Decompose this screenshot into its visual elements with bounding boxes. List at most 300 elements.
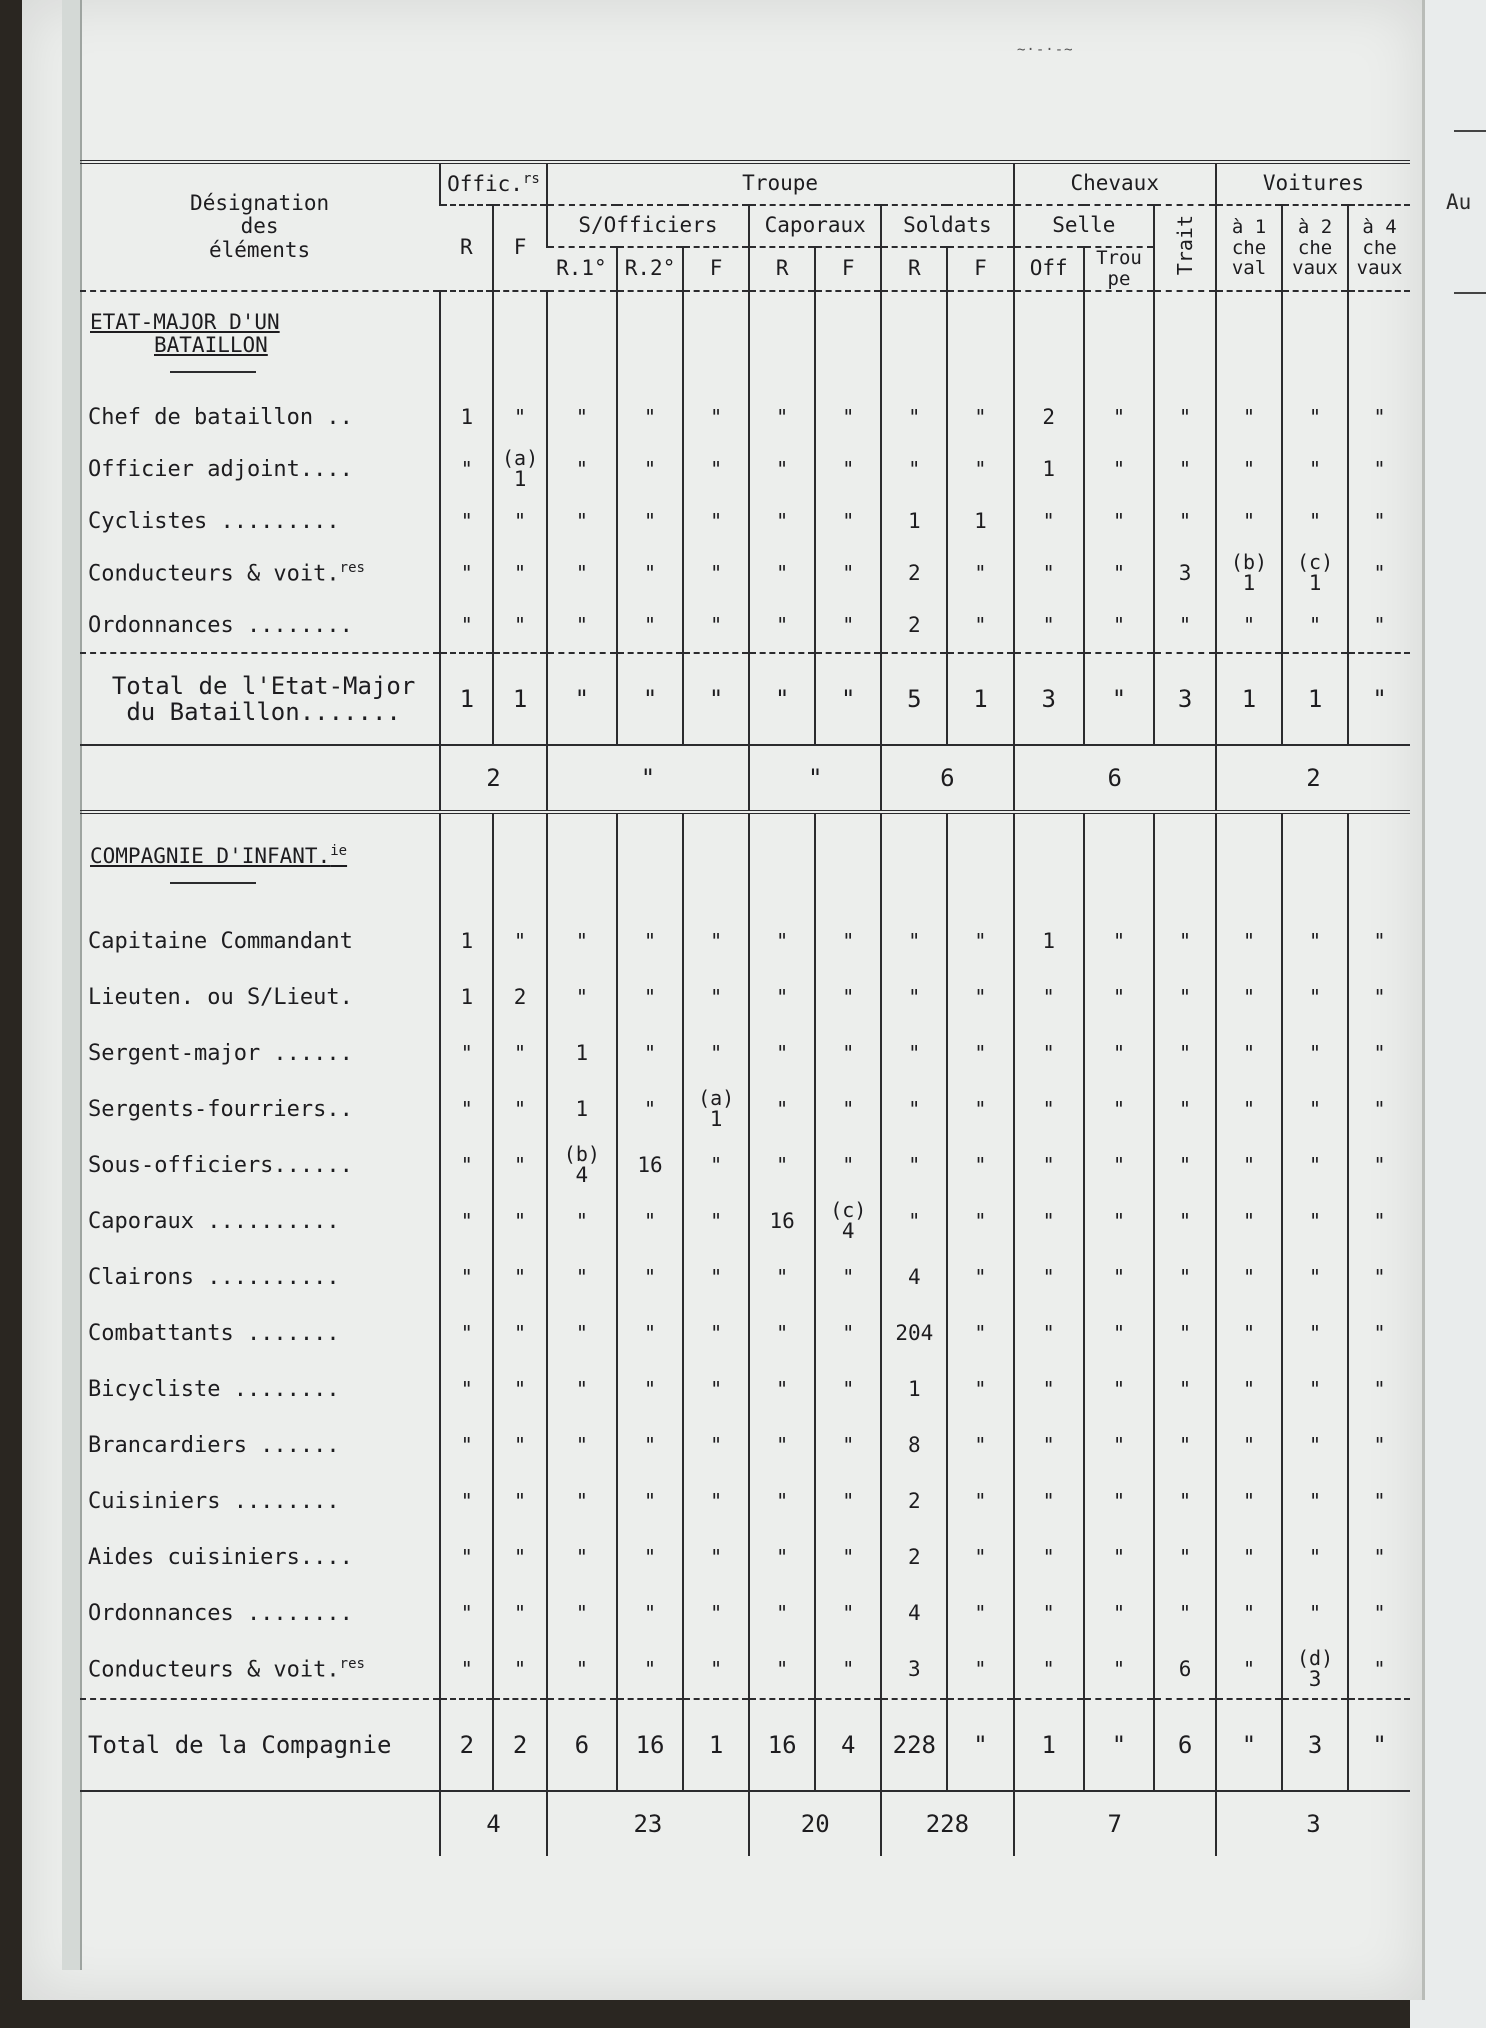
row-label: Sergent-major ......	[88, 1040, 353, 1066]
table-cell: "	[617, 1642, 683, 1699]
selle-header: Selle	[1014, 205, 1155, 247]
table-cell: "	[1154, 1306, 1216, 1362]
table-cell: "	[440, 1306, 493, 1362]
table-cell: "	[749, 600, 815, 653]
table-cell: "	[815, 444, 881, 496]
table-cell: "	[1216, 600, 1282, 653]
etat-major-rows	[80, 392, 1410, 653]
troupe-header: Troupe	[547, 162, 1014, 205]
table-cell: "	[683, 1586, 749, 1642]
table-row	[80, 914, 1410, 970]
table-cell: "	[1282, 392, 1348, 444]
table-cell: "	[617, 1362, 683, 1418]
table-cell: "	[683, 392, 749, 444]
table-cell: "	[749, 1362, 815, 1418]
table-cell: "	[1084, 496, 1154, 548]
table-cell: "	[1348, 444, 1410, 496]
table-cell: "	[815, 1082, 881, 1138]
table-cell: "	[1014, 600, 1084, 653]
table-cell: "	[1216, 1586, 1282, 1642]
table-row	[80, 1194, 1410, 1250]
chevaux-header: Chevaux	[1014, 162, 1216, 205]
table-cell: "	[617, 914, 683, 970]
table-cell: "	[1216, 1194, 1282, 1250]
table-row	[80, 1530, 1410, 1586]
table-cell: (a) 1	[493, 444, 546, 496]
table-cell: "	[440, 1026, 493, 1082]
table-cell: "	[1084, 600, 1154, 653]
table-cell: "	[617, 548, 683, 600]
officiers-f-header: F	[493, 205, 546, 291]
table-cell: "	[547, 444, 617, 496]
section-compagnie	[80, 812, 1410, 914]
table-cell: "	[493, 1642, 546, 1699]
table-cell: 1	[1014, 914, 1084, 970]
table-cell: 1	[440, 970, 493, 1026]
table-cell: "	[1014, 1474, 1084, 1530]
table-cell: 1	[947, 496, 1013, 548]
table-cell: "	[493, 496, 546, 548]
table-cell: "	[1154, 1362, 1216, 1418]
table-cell: "	[1014, 548, 1084, 600]
row-label: Cuisiniers ........	[88, 1488, 340, 1514]
soldats-header: Soldats	[881, 205, 1013, 247]
voiture-2-chevaux-header: à 2 che vaux	[1282, 205, 1348, 291]
table-cell: "	[440, 496, 493, 548]
table-cell: 3	[881, 1642, 947, 1699]
table-cell: "	[815, 914, 881, 970]
table-cell: "	[815, 1418, 881, 1474]
table-cell: "	[1216, 914, 1282, 970]
table-cell: "	[1084, 1418, 1154, 1474]
table-cell: "	[493, 1194, 546, 1250]
table-row	[80, 1474, 1410, 1530]
pencil-mark: ~·-·-~	[1017, 42, 1074, 58]
table-cell: "	[815, 1642, 881, 1699]
summary-cell: 2	[1216, 745, 1410, 812]
table-cell: "	[1084, 1082, 1154, 1138]
table-cell: "	[493, 1530, 546, 1586]
total-cell: 3	[1154, 653, 1216, 745]
table-cell: "	[815, 1306, 881, 1362]
table-row	[80, 1586, 1410, 1642]
summary-cell: "	[547, 745, 749, 812]
table-cell: "	[1154, 1082, 1216, 1138]
table-cell: "	[1154, 914, 1216, 970]
table-cell: "	[1014, 1418, 1084, 1474]
table-cell: "	[1216, 970, 1282, 1026]
row-label: Conducteurs & voit.$^{res}$	[88, 1656, 365, 1683]
table-cell: "	[617, 1194, 683, 1250]
table-cell: "	[1154, 600, 1216, 653]
adjacent-page-rule	[1454, 292, 1486, 294]
table-cell: "	[1216, 1082, 1282, 1138]
total-label: Total de la Compagnie	[80, 1699, 440, 1791]
table-cell: "	[683, 600, 749, 653]
total-cell: 2	[493, 1699, 546, 1791]
table-cell: "	[749, 496, 815, 548]
table-cell: "	[1348, 1418, 1410, 1474]
table-row	[80, 1306, 1410, 1362]
row-label: Brancardiers ......	[88, 1432, 340, 1458]
officiers-r-header: R	[440, 205, 493, 291]
table-cell: 1	[1014, 444, 1084, 496]
table-cell: "	[1014, 970, 1084, 1026]
table-cell: "	[1348, 392, 1410, 444]
section-etat-major	[80, 291, 1410, 392]
total-cell: 3	[1282, 1699, 1348, 1791]
total-row-etat-major	[80, 653, 1410, 745]
so-r1-header: R.1°	[547, 247, 617, 291]
total-cell: 1	[683, 1699, 749, 1791]
table-cell: "	[440, 1474, 493, 1530]
summary-label	[80, 745, 440, 812]
table-cell: "	[1084, 1362, 1154, 1418]
total-label: Total de l'Etat-Major du Bataillon.......	[80, 653, 440, 745]
table-cell: "	[947, 392, 1013, 444]
table-cell: "	[1282, 1586, 1348, 1642]
table-cell: "	[1348, 496, 1410, 548]
table-cell: "	[815, 392, 881, 444]
table-cell: "	[547, 914, 617, 970]
table-cell: "	[1084, 1250, 1154, 1306]
summary-cell: 23	[547, 1791, 749, 1856]
table-cell: "	[1216, 1306, 1282, 1362]
total-cell: "	[1084, 1699, 1154, 1791]
table-cell: "	[1348, 600, 1410, 653]
table-cell: "	[1282, 444, 1348, 496]
total-cell: 3	[1014, 653, 1084, 745]
table-cell: "	[1084, 1530, 1154, 1586]
table-cell: "	[683, 1138, 749, 1194]
table-cell: "	[947, 970, 1013, 1026]
table-cell: "	[617, 392, 683, 444]
table-cell: "	[881, 1082, 947, 1138]
table-cell: "	[1084, 392, 1154, 444]
row-label: Ordonnances ........	[88, 612, 353, 638]
table-cell: "	[947, 1306, 1013, 1362]
table-cell: "	[547, 1194, 617, 1250]
table-row	[80, 1082, 1410, 1138]
table-cell: "	[617, 1082, 683, 1138]
table-cell: "	[617, 1474, 683, 1530]
table-cell: "	[1014, 496, 1084, 548]
table-cell: "	[1216, 1250, 1282, 1306]
table-cell: "	[493, 548, 546, 600]
summary-cell: 7	[1014, 1791, 1216, 1856]
table-cell: 3	[1154, 548, 1216, 600]
table-cell: "	[1154, 970, 1216, 1026]
so-r2-header: R.2°	[617, 247, 683, 291]
table-cell: 1	[547, 1082, 617, 1138]
table-cell: "	[947, 1362, 1013, 1418]
table-cell: "	[1084, 1586, 1154, 1642]
table-row	[80, 970, 1410, 1026]
table-cell: "	[683, 496, 749, 548]
table-cell: "	[947, 1194, 1013, 1250]
table-cell: "	[493, 914, 546, 970]
page-edge	[62, 0, 82, 1970]
table-cell: "	[749, 1586, 815, 1642]
table-cell: "	[547, 1250, 617, 1306]
total-cell: 1	[1282, 653, 1348, 745]
table-cell: "	[881, 444, 947, 496]
table-cell: "	[815, 1530, 881, 1586]
table-row	[80, 1362, 1410, 1418]
table-cell: "	[749, 444, 815, 496]
table-row	[80, 444, 1410, 496]
table-cell: "	[947, 1418, 1013, 1474]
table-cell: "	[815, 970, 881, 1026]
compagnie-rows	[80, 914, 1410, 1699]
summary-cell: 2	[440, 745, 547, 812]
table-cell: (d) 3	[1282, 1642, 1348, 1699]
table-cell: "	[683, 1362, 749, 1418]
table-cell: 1	[881, 1362, 947, 1418]
table-cell: "	[881, 392, 947, 444]
sol-f-header: F	[947, 247, 1013, 291]
table-cell: "	[617, 1530, 683, 1586]
table-cell: "	[947, 1642, 1013, 1699]
table-cell: "	[1348, 1306, 1410, 1362]
designation-header	[80, 162, 440, 291]
table-cell: "	[1282, 970, 1348, 1026]
table-cell: 1	[547, 1026, 617, 1082]
table-cell: "	[1282, 1250, 1348, 1306]
table-row	[80, 1642, 1410, 1699]
table-cell: "	[947, 444, 1013, 496]
table-cell: "	[1216, 444, 1282, 496]
table-cell: "	[617, 600, 683, 653]
table-cell: "	[617, 496, 683, 548]
table-cell: "	[547, 392, 617, 444]
table-cell: "	[1014, 1250, 1084, 1306]
table-cell: "	[493, 392, 546, 444]
table-cell: "	[1084, 1194, 1154, 1250]
selle-troupe-header: Trou pe	[1084, 247, 1154, 291]
table-cell: "	[493, 1586, 546, 1642]
total-cell: 5	[881, 653, 947, 745]
table-cell: "	[815, 1250, 881, 1306]
table-cell: (b) 4	[547, 1138, 617, 1194]
total-cell: 6	[1154, 1699, 1216, 1791]
designation-line: des	[240, 214, 279, 239]
table-cell: "	[1348, 1082, 1410, 1138]
total-cell: "	[1348, 653, 1410, 745]
table-cell: "	[1348, 1194, 1410, 1250]
table-cell: "	[815, 548, 881, 600]
table-cell: "	[493, 1138, 546, 1194]
table-cell: "	[440, 444, 493, 496]
table-cell: "	[683, 1026, 749, 1082]
table-cell: "	[617, 1418, 683, 1474]
table-cell: "	[683, 1642, 749, 1699]
table-cell: "	[440, 1082, 493, 1138]
table-cell: "	[1014, 1306, 1084, 1362]
total-cell: 228	[881, 1699, 947, 1791]
table-cell: "	[1348, 1642, 1410, 1699]
table-cell: "	[749, 548, 815, 600]
table-cell: "	[1282, 914, 1348, 970]
table-cell: "	[1154, 444, 1216, 496]
row-label: Conducteurs & voit.$^{res}$	[88, 560, 365, 587]
summary-row-compagnie	[80, 1791, 1410, 1856]
table-cell: "	[1014, 1362, 1084, 1418]
table-cell: "	[1216, 1138, 1282, 1194]
table-cell: "	[1084, 1138, 1154, 1194]
table-cell: "	[1282, 1138, 1348, 1194]
table-row	[80, 1138, 1410, 1194]
table-cell: "	[547, 1362, 617, 1418]
table-cell: "	[947, 1026, 1013, 1082]
summary-cell: 4	[440, 1791, 547, 1856]
table-cell: "	[683, 1306, 749, 1362]
row-label: Officier adjoint....	[88, 456, 353, 482]
row-label: Lieuten. ou S/Lieut.	[88, 984, 353, 1010]
table-cell: "	[547, 1418, 617, 1474]
table-cell: "	[947, 600, 1013, 653]
voiture-4-chevaux-header: à 4 che vaux	[1348, 205, 1410, 291]
table-cell: "	[1154, 1138, 1216, 1194]
table-cell: "	[1282, 1026, 1348, 1082]
table-cell: "	[547, 496, 617, 548]
total-cell: 16	[617, 1699, 683, 1791]
table-cell: 16	[749, 1194, 815, 1250]
table-cell: "	[1154, 1418, 1216, 1474]
row-label: Capitaine Commandant	[88, 928, 353, 954]
table-cell: "	[1282, 1362, 1348, 1418]
table-cell: "	[493, 1250, 546, 1306]
summary-label	[80, 1791, 440, 1856]
table-cell: "	[1282, 1474, 1348, 1530]
table-cell: "	[749, 914, 815, 970]
table-cell: "	[1014, 1082, 1084, 1138]
row-label: Cyclistes .........	[88, 508, 340, 534]
table-cell: "	[617, 1586, 683, 1642]
table-cell: "	[683, 548, 749, 600]
table-cell: "	[1282, 1194, 1348, 1250]
designation-line: Désignation	[190, 191, 330, 216]
sous-officiers-header: S/Officiers	[547, 205, 749, 247]
table-cell: 2	[881, 1530, 947, 1586]
table-cell: "	[1154, 392, 1216, 444]
table-cell: "	[1216, 1418, 1282, 1474]
header-row-1	[80, 162, 1410, 205]
table-cell: "	[1282, 1418, 1348, 1474]
table-cell: "	[815, 1362, 881, 1418]
total-cell: 16	[749, 1699, 815, 1791]
table-cell: "	[440, 1642, 493, 1699]
table-cell: "	[947, 1138, 1013, 1194]
table-cell: "	[749, 1026, 815, 1082]
total-cell: "	[1348, 1699, 1410, 1791]
table-cell: "	[947, 1474, 1013, 1530]
table-row	[80, 600, 1410, 653]
total-cell: 1	[1014, 1699, 1084, 1791]
table-cell: (b) 1	[1216, 548, 1282, 600]
cap-f-header: F	[815, 247, 881, 291]
table-cell: "	[1216, 392, 1282, 444]
row-label: Chef de bataillon ..	[88, 404, 353, 430]
table-cell: "	[1348, 1250, 1410, 1306]
total-cell: 1	[493, 653, 546, 745]
table-cell: "	[547, 970, 617, 1026]
table-cell: "	[1154, 1250, 1216, 1306]
table-cell: "	[547, 600, 617, 653]
table-cell: "	[815, 1026, 881, 1082]
table-cell: "	[749, 970, 815, 1026]
table-cell: "	[683, 914, 749, 970]
table-row	[80, 1250, 1410, 1306]
summary-cell: "	[749, 745, 881, 812]
table-cell: "	[617, 970, 683, 1026]
table-cell: "	[1348, 1026, 1410, 1082]
table-cell: "	[749, 1642, 815, 1699]
designation-line: éléments	[209, 237, 311, 262]
selle-off-header: Off	[1014, 247, 1084, 291]
table-cell: "	[440, 1362, 493, 1418]
table-cell: "	[440, 1418, 493, 1474]
table-cell: "	[749, 1250, 815, 1306]
voitures-header: Voitures	[1216, 162, 1410, 205]
table-cell: "	[683, 444, 749, 496]
caporaux-header: Caporaux	[749, 205, 881, 247]
table-cell: "	[947, 1082, 1013, 1138]
table-cell: "	[1154, 1530, 1216, 1586]
row-label: Clairons ..........	[88, 1264, 340, 1290]
table-cell: "	[1216, 1474, 1282, 1530]
adjacent-page-fragment: Au	[1446, 190, 1472, 214]
table-cell: "	[493, 1306, 546, 1362]
so-f-header: F	[683, 247, 749, 291]
table-cell: "	[947, 1586, 1013, 1642]
table-cell: "	[1014, 1586, 1084, 1642]
table-cell: "	[617, 1026, 683, 1082]
row-label: Bicycliste ........	[88, 1376, 340, 1402]
table-cell: "	[493, 600, 546, 653]
table-cell: "	[1084, 444, 1154, 496]
table-cell: 8	[881, 1418, 947, 1474]
table-cell: "	[493, 1026, 546, 1082]
table-row	[80, 548, 1410, 600]
table-cell: "	[440, 1250, 493, 1306]
table-cell: "	[947, 1250, 1013, 1306]
table-cell: "	[1216, 1530, 1282, 1586]
table-cell: "	[547, 1306, 617, 1362]
total-cell: "	[749, 653, 815, 745]
table-cell: "	[1216, 1642, 1282, 1699]
table-cell: "	[749, 1530, 815, 1586]
table-cell: "	[1282, 1306, 1348, 1362]
table-cell: 2	[881, 548, 947, 600]
row-label: Combattants .......	[88, 1320, 340, 1346]
total-cell: 1	[440, 653, 493, 745]
total-row-compagnie	[80, 1699, 1410, 1791]
total-cell: 1	[1216, 653, 1282, 745]
table-cell: "	[617, 1306, 683, 1362]
table-cell: "	[749, 1138, 815, 1194]
table-cell: "	[440, 600, 493, 653]
total-cell: 1	[947, 653, 1013, 745]
table-cell: "	[1154, 1026, 1216, 1082]
table-cell: "	[815, 1586, 881, 1642]
table-cell: 1	[440, 914, 493, 970]
table-cell: "	[1014, 1530, 1084, 1586]
table-cell: "	[947, 914, 1013, 970]
table-cell: "	[1348, 1586, 1410, 1642]
table-cell: (c) 1	[1282, 548, 1348, 600]
table-cell: "	[683, 1530, 749, 1586]
